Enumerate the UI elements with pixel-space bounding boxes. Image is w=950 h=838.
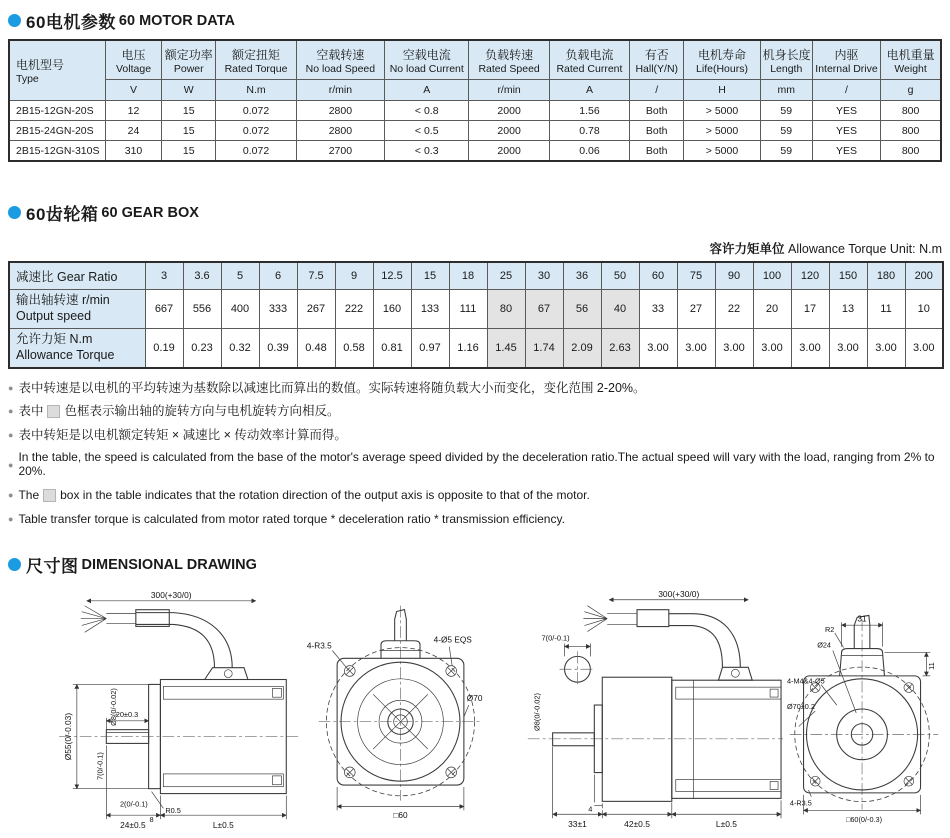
gear-cell: 222 (335, 290, 373, 329)
data-cell: 2000 (469, 141, 549, 162)
note-bullet-icon: ● (8, 429, 14, 440)
dim-shaft-length: 20±0.3 (115, 710, 139, 720)
model-cell: 2B15-24GN-20S (9, 121, 105, 141)
data-cell: 59 (760, 121, 812, 141)
note-text: Table transfer torque is calculated from motor rated torque * deceleration ratio * transmission efficiency. (18, 511, 565, 526)
data-cell: YES (812, 141, 880, 162)
data-cell: YES (812, 101, 880, 121)
section-bullet-icon (8, 558, 21, 571)
gear-cell: 0.19 (145, 329, 183, 369)
dim-body-length: L±0.5 (212, 820, 234, 831)
gear-cell: 17 (791, 290, 829, 329)
col-unit: V (105, 80, 161, 101)
data-cell: 24 (105, 121, 161, 141)
note-item (8, 451, 942, 479)
col-unit: A (549, 80, 629, 101)
data-cell: < 0.3 (385, 141, 469, 162)
gear-ratio-cell: 60 (639, 262, 677, 290)
gear-cell: 333 (259, 290, 297, 329)
data-cell: 15 (162, 121, 216, 141)
col-header: 负载电流 Rated Current (549, 40, 629, 80)
col-header: 有否 Hall(Y/N) (630, 40, 684, 80)
gear-cell: 3.00 (905, 329, 943, 369)
drawing-section-title (8, 552, 942, 577)
col-header: 空载转速 No load Speed (296, 40, 384, 80)
note-item (8, 489, 942, 503)
model-cell: 2B15-12GN-310S (9, 141, 105, 162)
note-bullet-icon: ● (8, 514, 14, 525)
gear-ratio-cell: 18 (449, 262, 487, 290)
gear-cell: 80 (487, 290, 525, 329)
dim-shaft-diameter: Ø8(0/-0.02) (532, 693, 542, 732)
data-cell: 0.78 (549, 121, 629, 141)
gear-ratio-cell: 7.5 (297, 262, 335, 290)
dim-mount-holes: 4-Ø5 EQS (433, 636, 472, 646)
motor-title-en: 60 MOTOR DATA (118, 12, 235, 29)
data-cell: 0.072 (216, 101, 296, 121)
gear-cell: 0.32 (221, 329, 259, 369)
gear-cell: 3.00 (867, 329, 905, 369)
dim-cable-length: 300(+30/0) (658, 589, 700, 600)
gear-cell: 556 (183, 290, 221, 329)
gear-cell: 111 (449, 290, 487, 329)
note-bullet-icon: ● (8, 459, 14, 470)
gray-box-icon (43, 489, 56, 502)
data-cell: 59 (760, 141, 812, 162)
note-text: 表中转速是以电机的平均转速为基数除以减速比而算出的数值。实际转速将随负载大小而变化，变化范围 2-20%。 (18, 381, 646, 395)
col-header: 电压 Voltage (105, 40, 161, 80)
gearbox-title-zh: 60齿轮箱 (26, 205, 99, 224)
dim-plate-thickness: 4 (588, 804, 593, 814)
dim-mount-screws: 4-M4&4-Ø5 (786, 676, 825, 686)
data-cell: 2000 (469, 101, 549, 121)
gray-box-icon (47, 405, 60, 418)
note-item (8, 404, 942, 418)
col-header-type: 电机型号 Type (9, 40, 105, 101)
drawing-motor-front-view (303, 587, 498, 832)
dimensional-drawings (8, 587, 942, 832)
gear-cell: 20 (753, 290, 791, 329)
data-cell: 0.06 (549, 141, 629, 162)
data-cell: 15 (162, 141, 216, 162)
data-cell: 12 (105, 101, 161, 121)
note-text: box in the table indicates that the rotation direction of the output axis is opposite to that of the motor. (60, 487, 590, 502)
dim-fillet: R0.5 (165, 806, 181, 816)
data-cell: 2000 (469, 121, 549, 141)
data-cell: 800 (881, 141, 941, 162)
data-cell: 2800 (296, 121, 384, 141)
data-cell: 2800 (296, 101, 384, 121)
row-label-allowance-torque: 允许力矩 N.m Allowance Torque (9, 329, 145, 369)
gear-cell: 1.74 (525, 329, 563, 369)
data-cell: 800 (881, 121, 941, 141)
gear-cell: 33 (639, 290, 677, 329)
gear-cell: 3.00 (639, 329, 677, 369)
col-unit: N.m (216, 80, 296, 101)
motor-section-title (8, 8, 942, 33)
gearbox-section-title (8, 200, 942, 225)
gear-ratio-cell: 50 (601, 262, 639, 290)
gear-cell: 0.81 (373, 329, 411, 369)
gear-cell: 10 (905, 290, 943, 329)
col-header: 内驱 Internal Drive (812, 40, 880, 80)
gear-cell: 13 (829, 290, 867, 329)
data-cell: 0.072 (216, 141, 296, 162)
drawing-gearmotor-side-view (498, 587, 786, 832)
gearbox-title-en: 60 GEAR BOX (101, 204, 199, 221)
dim-gearbox-length: 42±0.5 (624, 819, 650, 830)
dim-body-diameter: Ø55(0/-0.03) (62, 713, 73, 761)
col-header: 空载电流 No load Current (385, 40, 469, 80)
gear-cell: 67 (525, 290, 563, 329)
col-unit: g (881, 80, 941, 101)
note-text: In the table, the speed is calculated from the base of the motor's average speed divided by the deceleration ratio.The actual speed will vary with the load, ranging from 2% to 20%. (18, 450, 935, 478)
data-cell: > 5000 (684, 141, 760, 162)
col-unit: / (812, 80, 880, 101)
data-cell: 2700 (296, 141, 384, 162)
gear-ratio-cell: 36 (563, 262, 601, 290)
note-text: 色框表示输出轴的旋转方向与电机旋转方向相反。 (64, 404, 340, 419)
dim-corner-radius: 4-R3.5 (306, 641, 332, 651)
gear-ratio-cell: 150 (829, 262, 867, 290)
note-item (8, 381, 942, 395)
gear-ratio-cell: 6 (259, 262, 297, 290)
dim-top-width: 31 (857, 614, 867, 624)
gear-ratio-cell: 120 (791, 262, 829, 290)
gear-cell: 40 (601, 290, 639, 329)
torque-unit-note (8, 239, 942, 257)
section-bullet-icon (8, 14, 21, 27)
notes-list (8, 381, 942, 526)
torque-unit-note-en: Allowance Torque Unit: N.m (787, 242, 942, 256)
gear-ratio-cell: 12.5 (373, 262, 411, 290)
gear-cell: 3.00 (753, 329, 791, 369)
data-cell: 0.072 (216, 121, 296, 141)
col-header: 机身长度 Length (760, 40, 812, 80)
gear-ratio-row (9, 262, 943, 290)
gear-cell: 1.45 (487, 329, 525, 369)
data-cell: 310 (105, 141, 161, 162)
col-header: 负载转速 Rated Speed (469, 40, 549, 80)
motor-data-table (8, 39, 942, 162)
gear-ratio-cell: 180 (867, 262, 905, 290)
row-label-gear-ratio: 减速比 Gear Ratio (9, 262, 145, 290)
data-cell: > 5000 (684, 101, 760, 121)
motor-title-zh: 60电机参数 (26, 13, 116, 32)
gear-ratio-cell: 5 (221, 262, 259, 290)
note-item (8, 428, 942, 442)
allowance-torque-row (9, 329, 943, 369)
gear-cell: 400 (221, 290, 259, 329)
dim-boss-diameter: Ø24 (817, 640, 831, 650)
drawing-title-en: DIMENSIONAL DRAWING (81, 556, 257, 573)
gear-ratio-cell: 30 (525, 262, 563, 290)
note-bullet-icon: ● (8, 490, 14, 501)
data-cell: Both (630, 101, 684, 121)
drawing-title-zh: 尺寸图 (26, 557, 79, 577)
col-unit: mm (760, 80, 812, 101)
col-unit: H (684, 80, 760, 101)
dim-cable-length: 300(+30/0) (150, 590, 192, 601)
col-header: 电机寿命 Life(Hours) (684, 40, 760, 80)
dim-key-flat: 7(0/-0.1) (541, 633, 570, 643)
col-header: 额定功率 Power (162, 40, 216, 80)
note-bullet-icon: ● (8, 406, 14, 417)
data-cell: < 0.5 (385, 121, 469, 141)
motor-table-row (9, 101, 941, 121)
dim-flange-square: □60 (393, 811, 408, 821)
gear-ratio-cell: 100 (753, 262, 791, 290)
dim-flange-square: □60(0/-0.3) (845, 815, 883, 825)
gear-ratio-cell: 75 (677, 262, 715, 290)
torque-unit-note-zh: 容许力矩单位 (709, 242, 785, 256)
gear-cell: 3.00 (829, 329, 867, 369)
note-text: The (18, 487, 40, 502)
col-header: 电机重量 Weight (881, 40, 941, 80)
gearbox-table (8, 261, 944, 369)
gear-ratio-cell: 15 (411, 262, 449, 290)
col-unit: r/min (296, 80, 384, 101)
gear-cell: 3.00 (677, 329, 715, 369)
data-cell: YES (812, 121, 880, 141)
data-cell: Both (630, 141, 684, 162)
col-unit: / (630, 80, 684, 101)
dim-boss-height: 11 (927, 662, 937, 671)
col-unit: W (162, 80, 216, 101)
gear-ratio-cell: 9 (335, 262, 373, 290)
note-bullet-icon: ● (8, 383, 14, 394)
gear-cell: 0.97 (411, 329, 449, 369)
gear-cell: 667 (145, 290, 183, 329)
gear-cell: 2.63 (601, 329, 639, 369)
gear-cell: 1.16 (449, 329, 487, 369)
dim-pilot-circle: Ø70 (466, 694, 483, 704)
section-bullet-icon (8, 206, 21, 219)
dim-corner-radius: 4-R3.5 (789, 798, 812, 808)
gear-cell: 0.58 (335, 329, 373, 369)
data-cell: 1.56 (549, 101, 629, 121)
gear-cell: 11 (867, 290, 905, 329)
gear-cell: 3.00 (715, 329, 753, 369)
motor-table-row (9, 141, 941, 162)
drawing-gearmotor-front-view (786, 587, 942, 832)
data-cell: 15 (162, 101, 216, 121)
note-text: 表中 (18, 404, 44, 419)
col-unit: r/min (469, 80, 549, 101)
dim-body-length: L±0.5 (715, 819, 737, 830)
gear-cell: 0.39 (259, 329, 297, 369)
gear-cell: 0.23 (183, 329, 221, 369)
note-text: 表中转矩是以电机额定转矩 × 减速比 × 传动效率计算而得。 (18, 427, 347, 442)
note-item (8, 513, 942, 527)
gear-cell: 133 (411, 290, 449, 329)
motor-table-row (9, 121, 941, 141)
gear-cell: 56 (563, 290, 601, 329)
model-cell: 2B15-12GN-20S (9, 101, 105, 121)
dim-step: 2(0/-0.1) (119, 799, 148, 809)
dim-front-length: 24±0.5 (120, 820, 146, 831)
gear-ratio-cell: 3.6 (183, 262, 221, 290)
col-unit: A (385, 80, 469, 101)
dim-spigot: 8 (149, 815, 154, 825)
data-cell: 59 (760, 101, 812, 121)
col-header: 额定扭矩 Rated Torque (216, 40, 296, 80)
gear-cell: 27 (677, 290, 715, 329)
dim-shaft-length: 33±1 (568, 819, 587, 830)
output-speed-row (9, 290, 943, 329)
dim-corner-r2: R2 (825, 625, 835, 635)
data-cell: > 5000 (684, 121, 760, 141)
gear-ratio-cell: 90 (715, 262, 753, 290)
dim-shaft-diameter: Ø8(0/-0.02) (109, 688, 119, 727)
gear-ratio-cell: 25 (487, 262, 525, 290)
dim-pilot-circle: Ø70±0.2 (786, 702, 815, 712)
gear-cell: 160 (373, 290, 411, 329)
gear-cell: 2.09 (563, 329, 601, 369)
gear-cell: 0.48 (297, 329, 335, 369)
gear-cell: 22 (715, 290, 753, 329)
drawing-motor-side-view (8, 587, 303, 832)
gear-cell: 267 (297, 290, 335, 329)
data-cell: 800 (881, 101, 941, 121)
gear-ratio-cell: 3 (145, 262, 183, 290)
row-label-output-speed: 输出轴转速 r/min Output speed (9, 290, 145, 329)
data-cell: Both (630, 121, 684, 141)
data-cell: < 0.8 (385, 101, 469, 121)
dim-key-flat: 7(0/-0.1) (95, 752, 105, 781)
gear-cell: 3.00 (791, 329, 829, 369)
gear-ratio-cell: 200 (905, 262, 943, 290)
